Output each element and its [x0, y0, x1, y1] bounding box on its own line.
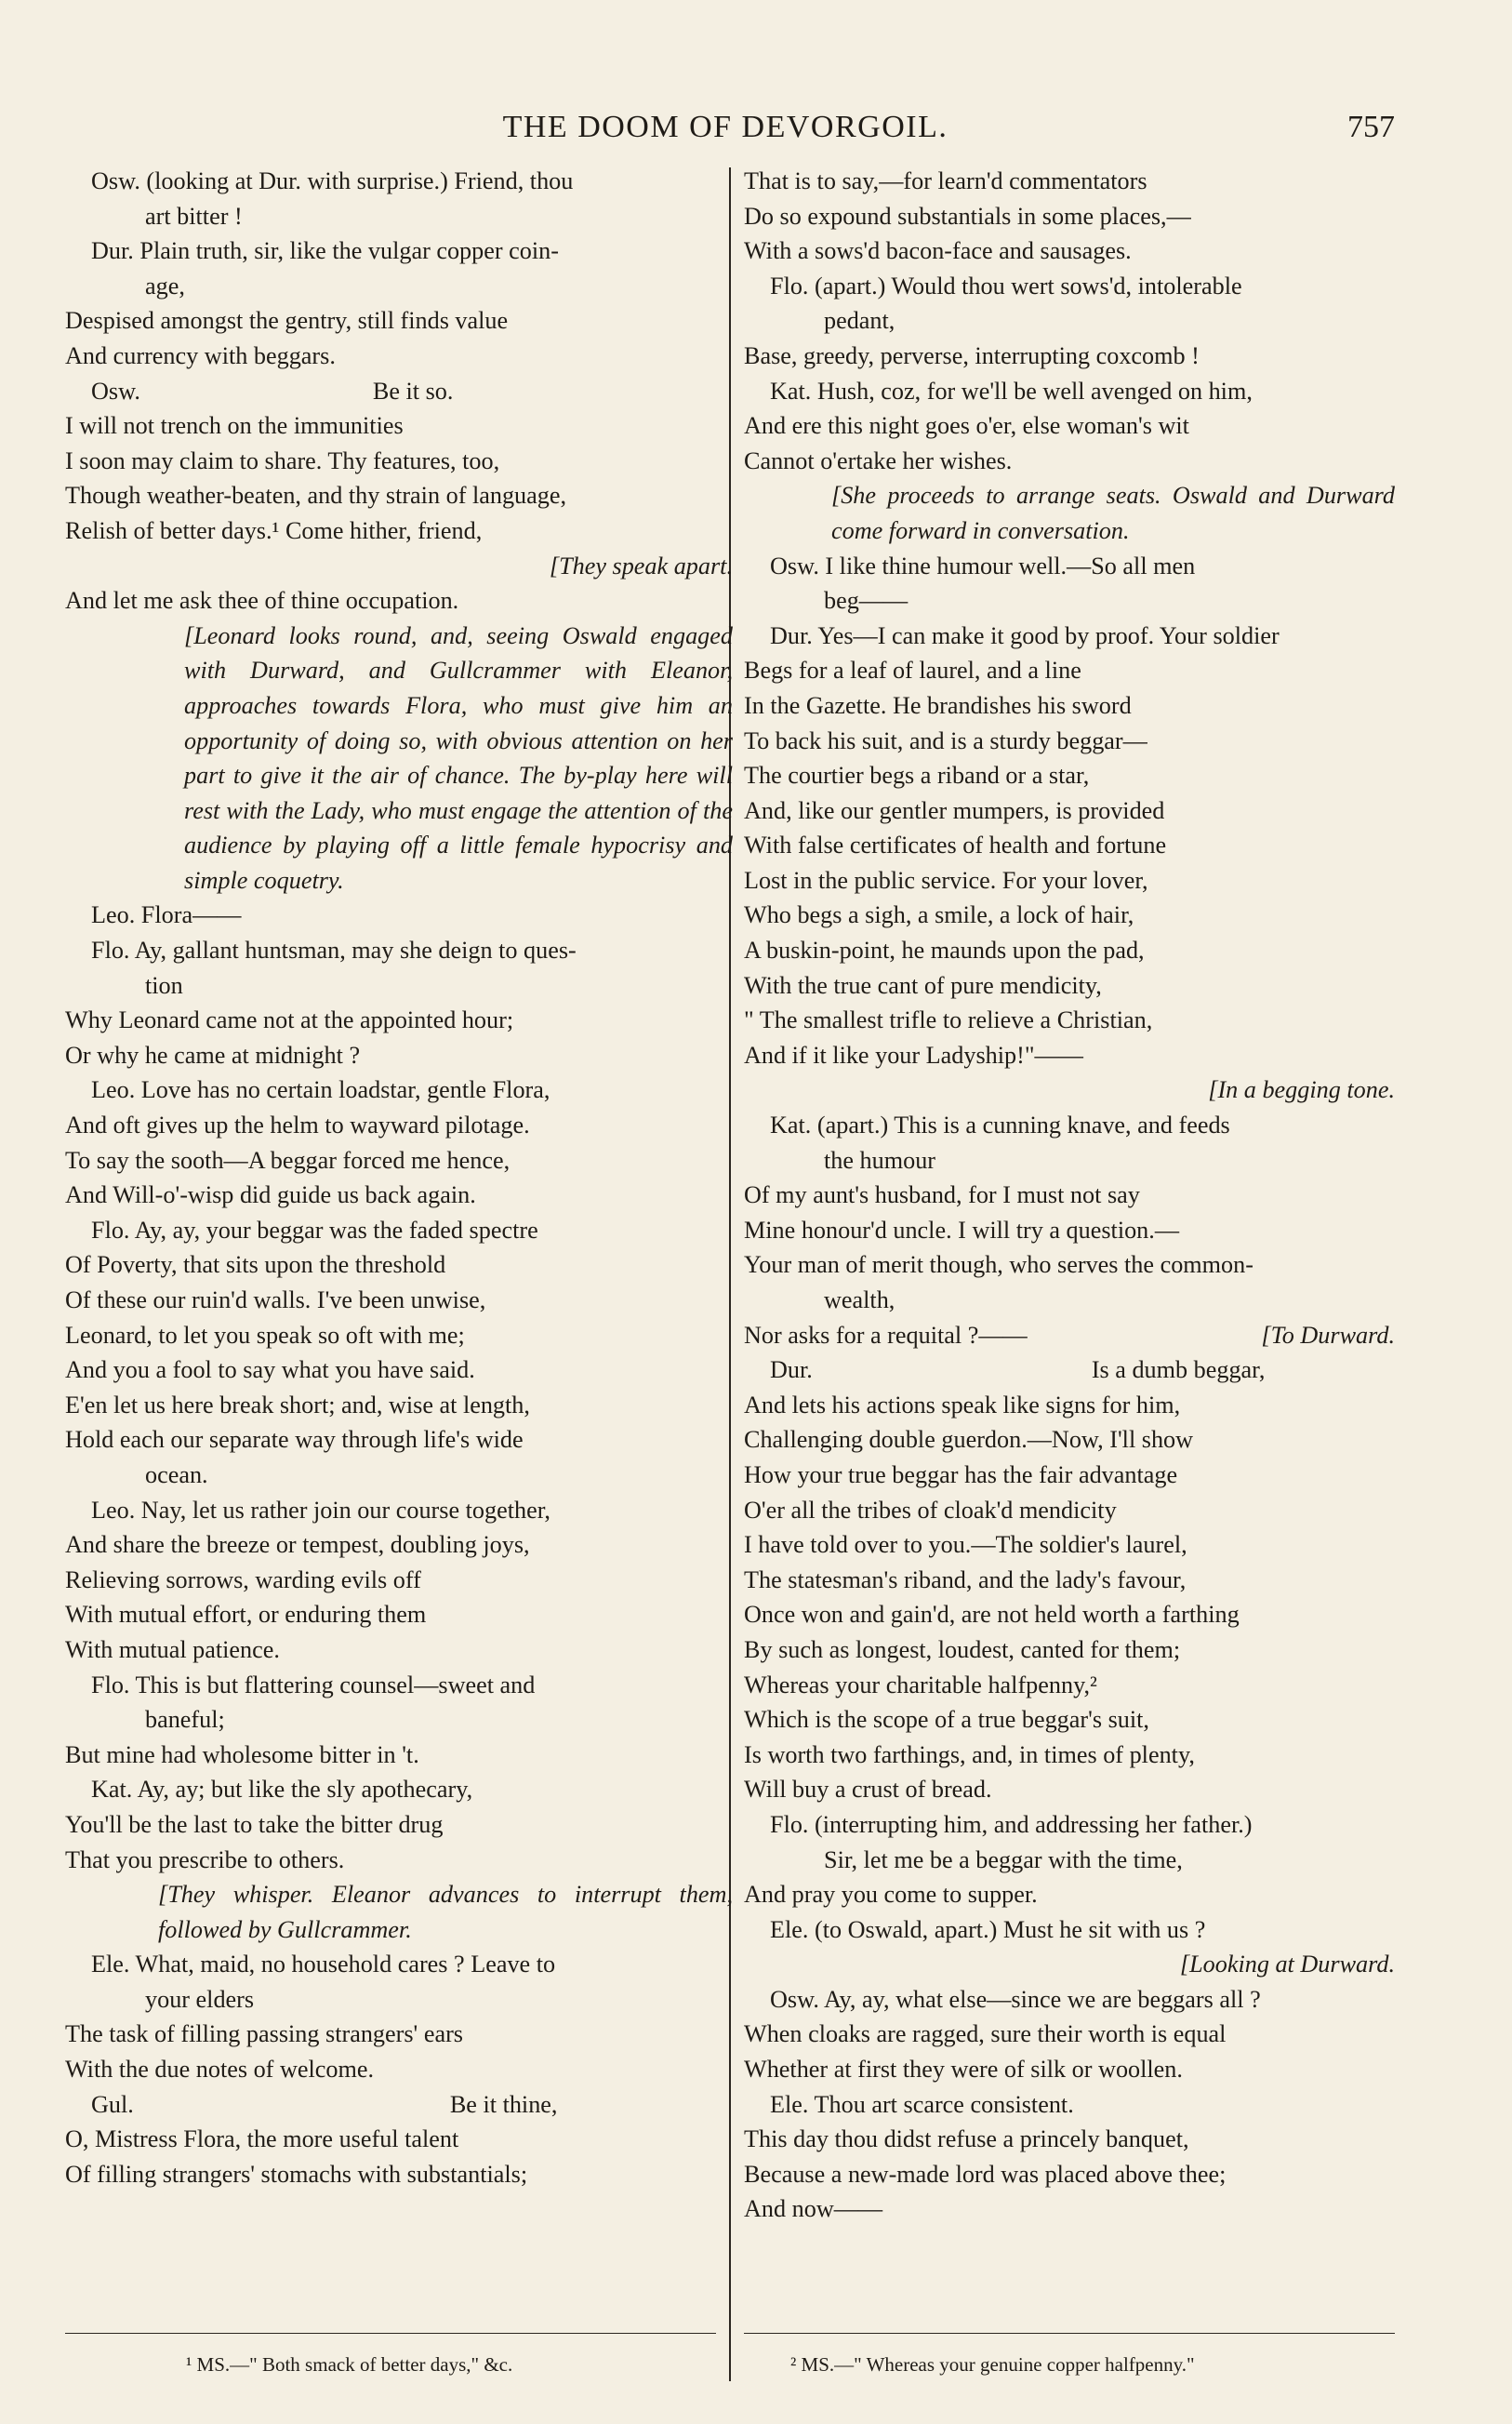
- verse-line: To back his suit, and is a sturdy beggar—: [744, 726, 1147, 754]
- verse-line: Dur. Plain truth, sir, like the vulgar copper coin-: [91, 237, 559, 265]
- verse-line: When cloaks are ragged, sure their worth is equal: [744, 2020, 1227, 2048]
- verse-line: The courtier begs a riband or a star,: [744, 762, 1090, 790]
- verse-line: I will not trench on the immunities: [65, 412, 404, 440]
- verse-line: And Will-o'-wisp did guide us back again.: [65, 1181, 476, 1209]
- verse-line: Osw. I like thine humour well.—So all men: [770, 552, 1196, 579]
- verse-line: " The smallest trifle to relieve a Christian,: [744, 1006, 1153, 1034]
- speaker-name: Gul.: [91, 2090, 134, 2118]
- right-column: [744, 164, 1395, 2227]
- verse-line: Ele. Thou art scarce consistent.: [770, 2090, 1074, 2118]
- page-title: THE DOOM OF DEVORGOIL.: [502, 110, 948, 144]
- stage-direction: [Leonard looks round, and, seeing Oswald engaged with Durward, and Gullcrammer with Eleanor, approaches towards Flora, who must give him an opportunity of doing so, with obvious attention on her part to give it the air of chance. The by-play here will rest with the Lady, who must engage the attention of the audience by playing off a little female hypocrisy and simple coquetry.: [184, 621, 733, 894]
- verse-line: Who begs a sigh, a smile, a lock of hair,: [744, 901, 1134, 929]
- verse-line: With mutual patience.: [65, 1635, 280, 1663]
- stage-direction: [To Durward.: [1261, 1321, 1395, 1349]
- stage-direction: [They whisper. Eleanor advances to interrupt them, followed by Gullcrammer.: [158, 1881, 733, 1943]
- verse-line: By such as longest, loudest, canted for them;: [744, 1635, 1181, 1663]
- verse-line: your elders: [145, 1985, 255, 2013]
- verse-line: Because a new-made lord was placed above thee;: [744, 2160, 1227, 2188]
- verse-text: Be it so.: [372, 377, 454, 405]
- verse-line: Whereas your charitable halfpenny,²: [744, 1671, 1097, 1698]
- verse-line: Leo. Love has no certain loadstar, gentle Flora,: [91, 1076, 550, 1104]
- verse-line: And let me ask thee of thine occupation.: [65, 587, 459, 615]
- verse-line: And lets his actions speak like signs for him,: [744, 1391, 1181, 1418]
- verse-line: How your true beggar has the fair advantage: [744, 1460, 1178, 1488]
- verse-line: ocean.: [145, 1460, 208, 1488]
- verse-line: E'en let us here break short; and, wise at length,: [65, 1391, 530, 1418]
- footnote: ² MS.—" Whereas your genuine copper halfpenny.": [790, 2353, 1195, 2376]
- verse-line: Of Poverty, that sits upon the threshold: [65, 1251, 446, 1279]
- verse-line: [744, 1352, 1395, 1388]
- verse-line: Lost in the public service. For your lover,: [744, 866, 1148, 894]
- verse-line: With the true cant of pure mendicity,: [744, 971, 1102, 999]
- verse-line: Is worth two farthings, and, in times of plenty,: [744, 1740, 1195, 1768]
- verse-line: [65, 2087, 733, 2123]
- verse-line: Dur. Yes—I can make it good by proof. Your soldier: [770, 621, 1280, 649]
- verse-line: To say the sooth—A beggar forced me hence,: [65, 1146, 511, 1174]
- verse-line: pedant,: [824, 307, 895, 335]
- verse-line: That you prescribe to others.: [65, 1845, 345, 1873]
- verse-line: That is to say,—for learn'd commentators: [744, 167, 1147, 194]
- running-header: [56, 110, 1395, 153]
- verse-line: [744, 1318, 1395, 1353]
- verse-line: And now——: [744, 2195, 883, 2223]
- verse-line: You'll be the last to take the bitter drug: [65, 1810, 444, 1838]
- verse-line: O'er all the tribes of cloak'd mendicity: [744, 1496, 1117, 1524]
- verse-line: Do so expound substantials in some places,—: [744, 202, 1191, 230]
- verse-line: Despised amongst the gentry, still finds value: [65, 307, 509, 335]
- verse-line: The task of filling passing strangers' ears: [65, 2020, 463, 2048]
- verse-line: Osw. (looking at Dur. with surprise.) Friend, thou: [91, 167, 574, 194]
- verse-line: And ere this night goes o'er, else woman's wit: [744, 412, 1189, 440]
- verse-line: wealth,: [824, 1286, 895, 1313]
- verse-line: Kat. (apart.) This is a cunning knave, and feeds: [770, 1112, 1230, 1139]
- verse-line: baneful;: [145, 1706, 225, 1734]
- verse-line: Mine honour'd uncle. I will try a question.—: [744, 1216, 1180, 1244]
- verse-line: Will buy a crust of bread.: [744, 1776, 992, 1804]
- verse-text: Is a dumb beggar,: [1091, 1356, 1266, 1384]
- verse-line: Flo. (apart.) Would thou wert sows'd, intolerable: [770, 272, 1242, 300]
- verse-line: Osw. Ay, ay, what else—since we are beggars all ?: [770, 1985, 1261, 2013]
- verse-line: O, Mistress Flora, the more useful talent: [65, 2125, 459, 2153]
- verse-line: Flo. Ay, ay, your beggar was the faded spectre: [91, 1216, 538, 1244]
- verse-line: age,: [145, 272, 185, 300]
- verse-line: Kat. Hush, coz, for we'll be well avenged on him,: [770, 377, 1253, 405]
- verse-line: tion: [145, 971, 183, 999]
- verse-line: This day thou didst refuse a princely banquet,: [744, 2125, 1189, 2153]
- footnote: ¹ MS.—" Both smack of better days," &c.: [186, 2353, 513, 2376]
- verse-line: Kat. Ay, ay; but like the sly apothecary,: [91, 1776, 473, 1804]
- verse-line: Relish of better days.¹ Come hither, friend,: [65, 516, 483, 544]
- verse-line: Though weather-beaten, and thy strain of language,: [65, 482, 567, 510]
- verse-line: Leo. Flora——: [91, 901, 242, 929]
- verse-line: Why Leonard came not at the appointed hour;: [65, 1006, 514, 1034]
- verse-line: [65, 374, 733, 409]
- verse-line: But mine had wholesome bitter in 't.: [65, 1740, 419, 1768]
- verse-line: And you a fool to say what you have said.: [65, 1356, 475, 1384]
- verse-line: Of filling strangers' stomachs with substantials;: [65, 2160, 528, 2188]
- verse-line: With mutual effort, or enduring them: [65, 1601, 427, 1629]
- verse-line: Once won and gain'd, are not held worth a farthing: [744, 1601, 1240, 1629]
- speaker-name: Dur.: [770, 1356, 813, 1384]
- verse-line: And currency with beggars.: [65, 341, 336, 369]
- left-column: [65, 164, 733, 2191]
- verse-line: And, like our gentler mumpers, is provided: [744, 796, 1165, 824]
- verse-line: Or why he came at midnight ?: [65, 1041, 361, 1069]
- verse-line: the humour: [824, 1146, 936, 1174]
- verse-line: Challenging double guerdon.—Now, I'll show: [744, 1426, 1194, 1454]
- verse-line: Relieving sorrows, warding evils off: [65, 1565, 421, 1593]
- footnote-rule: [744, 2333, 1395, 2334]
- verse-line: Base, greedy, perverse, interrupting coxcomb !: [744, 341, 1200, 369]
- verse-line: Ele. (to Oswald, apart.) Must he sit with us ?: [770, 1915, 1206, 1943]
- verse-line: Ele. What, maid, no household cares ? Leave to: [91, 1951, 556, 1978]
- verse-text: Be it thine,: [449, 2090, 558, 2118]
- verse-line: A buskin-point, he maunds upon the pad,: [744, 937, 1145, 965]
- verse-line: I have told over to you.—The soldier's laurel,: [744, 1531, 1187, 1559]
- verse-line: Hold each our separate way through life's wide: [65, 1426, 524, 1454]
- verse-line: Your man of merit though, who serves the common-: [744, 1251, 1253, 1279]
- verse-line: With a sows'd bacon-face and sausages.: [744, 237, 1132, 265]
- verse-line: And if it like your Ladyship!"——: [744, 1041, 1083, 1069]
- verse-line: I soon may claim to share. Thy features, too,: [65, 446, 500, 474]
- verse-line: The statesman's riband, and the lady's favour,: [744, 1565, 1187, 1593]
- stage-direction: [She proceeds to arrange seats. Oswald and Durward come forward in conversation.: [831, 482, 1395, 544]
- verse-line: Begs for a leaf of laurel, and a line: [744, 657, 1081, 685]
- verse-line: Cannot o'ertake her wishes.: [744, 446, 1013, 474]
- verse-line: And pray you come to supper.: [744, 1881, 1038, 1909]
- verse-line: In the Gazette. He brandishes his sword: [744, 691, 1132, 719]
- footnote-rule: [65, 2333, 716, 2334]
- verse-line: art bitter !: [145, 202, 243, 230]
- stage-direction: [They speak apart.: [549, 552, 733, 579]
- verse-line: Whether at first they were of silk or woollen.: [744, 2056, 1183, 2084]
- verse-line: With false certificates of health and fortune: [744, 832, 1167, 859]
- verse-line: Leo. Nay, let us rather join our course together,: [91, 1496, 550, 1524]
- page-number: 757: [1347, 110, 1395, 144]
- verse-line: Flo. This is but flattering counsel—sweet and: [91, 1671, 536, 1698]
- verse-line: Of my aunt's husband, for I must not say: [744, 1181, 1140, 1209]
- verse-line: Flo. Ay, gallant huntsman, may she deign to ques-: [91, 937, 577, 965]
- verse-line: And share the breeze or tempest, doubling joys,: [65, 1531, 530, 1559]
- verse-line: Sir, let me be a beggar with the time,: [824, 1845, 1183, 1873]
- verse-line: beg——: [824, 587, 909, 615]
- verse-text: Nor asks for a requital ?——: [744, 1321, 1028, 1349]
- speaker-name: Osw.: [91, 377, 140, 405]
- verse-line: Of these our ruin'd walls. I've been unwise,: [65, 1286, 486, 1313]
- stage-direction: [In a begging tone.: [1208, 1076, 1395, 1104]
- verse-line: Leonard, to let you speak so oft with me;: [65, 1321, 465, 1349]
- verse-line: And oft gives up the helm to wayward pilotage.: [65, 1112, 530, 1139]
- verse-line: Which is the scope of a true beggar's suit,: [744, 1706, 1149, 1734]
- verse-line: With the due notes of welcome.: [65, 2056, 375, 2084]
- stage-direction: [Looking at Durward.: [1179, 1951, 1395, 1978]
- verse-line: Flo. (interrupting him, and addressing her father.): [770, 1810, 1253, 1838]
